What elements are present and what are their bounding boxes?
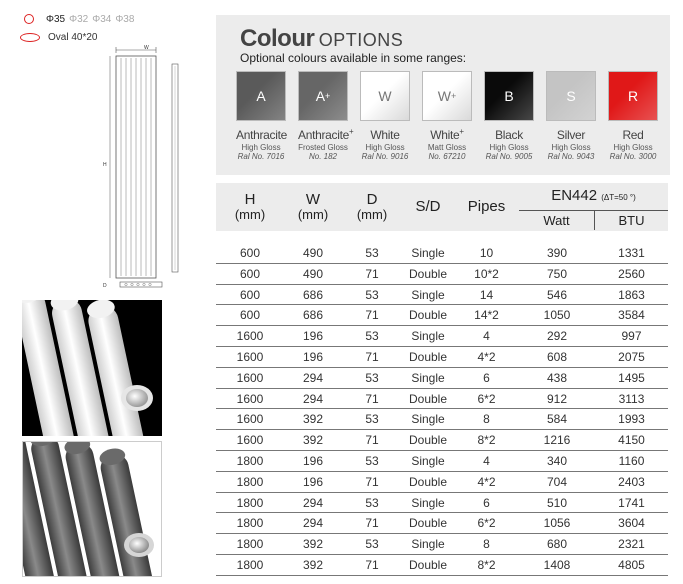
table-cell: 600: [239, 308, 261, 323]
header-w-label: W: [305, 191, 321, 209]
table-cell: 6*2: [477, 516, 496, 531]
table-cell: 1800: [236, 474, 264, 489]
swatch-finish: High Gloss: [489, 143, 529, 152]
table-cell: 2075: [618, 349, 645, 364]
colour-swatch: [546, 71, 596, 161]
table-row: [216, 285, 668, 306]
swatch-finish: High Gloss: [613, 143, 653, 152]
table-cell: Double: [408, 391, 448, 406]
table-cell: 600: [239, 287, 261, 302]
table-cell: 600: [239, 266, 261, 281]
swatch-ral: Ral No. 9005: [485, 152, 533, 161]
table-cell: 438: [546, 370, 568, 385]
table-cell: Single: [411, 287, 445, 302]
colour-swatch: [236, 71, 286, 161]
table-cell: 1160: [618, 453, 645, 468]
table-cell: 2321: [618, 537, 645, 552]
table-cell: 584: [546, 412, 568, 427]
swatch-letter: B: [504, 88, 514, 104]
colour-swatch: [484, 71, 534, 161]
table-cell: 3113: [618, 391, 645, 406]
table-cell: 1800: [236, 453, 264, 468]
table-cell: 1600: [236, 433, 264, 448]
table-cell: 71: [365, 308, 379, 323]
table-row: [216, 409, 668, 430]
table-cell: 14*2: [474, 308, 499, 323]
table-cell: 1050: [543, 308, 571, 323]
round-tube-row: [20, 10, 138, 28]
header-sd-label: S/D: [415, 198, 441, 216]
swatch-letter: A: [315, 88, 326, 104]
table-cell: Single: [411, 453, 445, 468]
table-cell: 1600: [236, 412, 264, 427]
swatch-letter: W: [378, 88, 392, 104]
colour-swatch: [298, 71, 354, 161]
table-cell: 71: [365, 433, 379, 448]
table-cell: 680: [546, 537, 568, 552]
table-cell: 3584: [618, 308, 645, 323]
swatch-color-box: [422, 71, 472, 121]
table-cell: Double: [408, 516, 448, 531]
diameter-option: Φ35: [46, 13, 66, 25]
table-cell: Double: [408, 266, 448, 281]
radiator-technical-drawing: [100, 42, 186, 292]
table-cell: 294: [302, 495, 324, 510]
swatch-finish: Matt Gloss: [427, 143, 467, 152]
swatch-color-box: [298, 71, 348, 121]
colour-title-rest: OPTIONS: [318, 30, 404, 50]
table-cell: 196: [302, 349, 324, 364]
table-cell: 1600: [236, 391, 264, 406]
table-cell: 2403: [618, 474, 645, 489]
table-body: [216, 243, 668, 576]
table-cell: 53: [365, 453, 379, 468]
table-row: [216, 472, 668, 493]
table-cell: 4*2: [477, 349, 496, 364]
table-cell: Double: [408, 557, 448, 572]
header-watt: Watt: [519, 210, 595, 230]
table-cell: Double: [408, 474, 448, 489]
swatch-color-box: [546, 71, 596, 121]
table-cell: 686: [302, 287, 324, 302]
table-cell: Single: [411, 370, 445, 385]
table-cell: 294: [302, 391, 324, 406]
swatch-name-text: Anthracite: [236, 128, 288, 142]
swatch-name: [236, 127, 286, 142]
table-cell: 4*2: [477, 474, 496, 489]
swatch-name-text: White: [370, 128, 400, 142]
table-cell: 294: [302, 370, 324, 385]
swatch-ral: Ral No. 9043: [547, 152, 595, 161]
table-cell: 1216: [543, 433, 571, 448]
table-cell: 53: [365, 287, 379, 302]
colour-swatch: [360, 71, 410, 161]
table-cell: 196: [302, 474, 324, 489]
table-cell: 53: [365, 412, 379, 427]
table-cell: 4805: [618, 557, 645, 572]
swatch-color-box: [236, 71, 286, 121]
colour-swatch: [422, 71, 472, 161]
table-cell: 490: [302, 246, 324, 260]
table-cell: 1800: [236, 516, 264, 531]
colour-options-subtitle: Optional colours available in some ranges:: [240, 51, 467, 65]
table-cell: 10*2: [474, 266, 499, 281]
header-depth: [342, 183, 402, 231]
swatch-color-box: [360, 71, 410, 121]
header-w-unit: (mm): [297, 207, 329, 223]
table-row: [216, 368, 668, 389]
table-cell: 390: [546, 246, 568, 260]
table-cell: 1495: [618, 370, 645, 385]
colour-title-bold: Colour: [240, 25, 315, 52]
oval-tube-icon: [20, 33, 40, 42]
table-cell: 71: [365, 266, 379, 281]
table-cell: Single: [411, 537, 445, 552]
table-cell: 686: [302, 308, 324, 323]
table-cell: Double: [408, 308, 448, 323]
table-cell: 600: [239, 246, 261, 260]
header-height: [216, 183, 284, 231]
table-cell: 53: [365, 370, 379, 385]
table-cell: Single: [411, 412, 445, 427]
table-cell: 292: [546, 329, 568, 344]
width-dimension-label: W: [144, 45, 149, 51]
table-cell: 8*2: [477, 433, 496, 448]
swatch-name-text: Red: [622, 128, 644, 142]
swatch-letter: A: [256, 88, 266, 104]
swatch-letter: R: [627, 88, 639, 104]
colour-swatch: [608, 71, 658, 161]
swatch-ral: Ral No. 7016: [237, 152, 285, 161]
swatch-letter: W: [437, 88, 451, 104]
diameter-option: Φ32: [69, 13, 89, 25]
header-h-label: H: [244, 191, 256, 209]
table-cell: 546: [546, 287, 568, 302]
anthracite-radiator-photo: [22, 441, 162, 577]
table-cell: 704: [546, 474, 568, 489]
table-cell: 392: [302, 557, 324, 572]
table-cell: 53: [365, 329, 379, 344]
table-cell: 71: [365, 349, 379, 364]
table-cell: Double: [408, 433, 448, 448]
table-cell: 71: [365, 557, 379, 572]
table-cell: 53: [365, 495, 379, 510]
table-row: [216, 493, 668, 514]
header-h-unit: (mm): [234, 207, 266, 223]
swatch-name: [298, 127, 354, 142]
table-row: [216, 534, 668, 555]
tube-profile-legend: [20, 10, 138, 46]
swatch-name-text: Black: [495, 128, 523, 142]
swatch-finish: High Gloss: [551, 143, 591, 152]
table-cell: 6: [483, 495, 490, 510]
swatch-letter-sup: +: [325, 91, 331, 101]
table-cell: 1993: [618, 412, 645, 427]
table-cell: 1863: [618, 287, 645, 302]
table-cell: 3604: [618, 516, 645, 531]
header-d-unit: (mm): [356, 207, 388, 223]
table-cell: 196: [302, 329, 324, 344]
white-radiator-photo: [22, 300, 162, 436]
colour-options-title: [240, 25, 403, 53]
swatch-name: [360, 127, 410, 142]
table-row: [216, 513, 668, 534]
round-tube-icon: [24, 14, 34, 24]
swatch-letter-sup: +: [450, 91, 457, 101]
table-cell: 1331: [618, 246, 645, 260]
table-cell: 750: [546, 266, 568, 281]
table-cell: 8*2: [477, 557, 496, 572]
table-cell: 912: [546, 391, 568, 406]
header-width: [284, 183, 342, 231]
table-row: [216, 430, 668, 451]
table-row: [216, 451, 668, 472]
table-cell: 997: [621, 329, 642, 344]
swatch-ral: No. 67210: [428, 152, 466, 161]
table-cell: 1056: [543, 516, 571, 531]
swatch-name: [484, 127, 534, 142]
swatch-color-box: [608, 71, 658, 121]
table-row: [216, 389, 668, 410]
swatch-name: [546, 127, 596, 142]
header-pipes-label: Pipes: [467, 198, 506, 216]
table-cell: 392: [302, 412, 324, 427]
table-cell: 8: [483, 537, 490, 552]
swatch-letter: S: [566, 88, 576, 104]
swatch-name: [422, 127, 472, 142]
table-row: [216, 347, 668, 368]
table-cell: 294: [302, 516, 324, 531]
swatch-finish: Frosted Gloss: [298, 143, 348, 152]
header-en442-label: EN442: [551, 187, 598, 204]
header-btu: BTU: [595, 210, 668, 230]
colour-options-panel: [216, 15, 670, 175]
table-cell: 2560: [618, 266, 645, 281]
swatch-ral: No. 182: [308, 152, 338, 161]
table-cell: 4150: [618, 433, 645, 448]
swatch-ral: Ral No. 9016: [361, 152, 409, 161]
table-cell: 1600: [236, 329, 264, 344]
swatch-name-sup: +: [349, 127, 354, 136]
table-cell: 608: [546, 349, 568, 364]
table-cell: 4: [483, 453, 490, 468]
table-row: [216, 305, 668, 326]
swatch-name: [608, 127, 658, 142]
swatch-finish: High Gloss: [365, 143, 405, 152]
table-row: [216, 264, 668, 285]
header-pipes: [454, 183, 519, 231]
table-cell: Double: [408, 349, 448, 364]
table-cell: Single: [411, 246, 445, 260]
table-cell: Single: [411, 329, 445, 344]
table-cell: 71: [365, 391, 379, 406]
swatch-ral: Ral No. 3000: [609, 152, 657, 161]
table-cell: 53: [365, 246, 379, 260]
header-en442-note: (ΔT=50 °): [601, 193, 636, 202]
swatch-name-text: Silver: [556, 128, 586, 142]
table-cell: 6: [483, 370, 490, 385]
header-en442: [519, 187, 668, 204]
diameter-option: Φ38: [115, 13, 135, 25]
table-cell: 71: [365, 516, 379, 531]
header-sd: [402, 183, 454, 231]
table-row: [216, 326, 668, 347]
table-cell: 10: [479, 246, 494, 260]
oval-tube-label: Oval 40*20: [48, 31, 98, 43]
table-cell: 1800: [236, 495, 264, 510]
table-cell: 340: [546, 453, 568, 468]
table-cell: 1800: [236, 537, 264, 552]
table-cell: 14: [479, 287, 494, 302]
table-cell: 4: [483, 329, 490, 344]
swatch-color-box: [484, 71, 534, 121]
table-cell: 1741: [618, 495, 645, 510]
table-cell: 392: [302, 537, 324, 552]
table-cell: 510: [546, 495, 568, 510]
swatch-name-text: White: [430, 128, 460, 142]
table-row: [216, 555, 668, 576]
table-cell: 392: [302, 433, 324, 448]
table-row: [216, 243, 668, 264]
height-dimension-label: H: [103, 162, 107, 168]
table-cell: 8: [483, 412, 490, 427]
specification-table: [216, 183, 668, 576]
table-cell: 1800: [236, 557, 264, 572]
swatch-finish: High Gloss: [241, 143, 281, 152]
diameter-option: Φ34: [92, 13, 112, 25]
swatch-name-text: Anthracite: [298, 128, 350, 142]
depth-dimension-label: D: [103, 283, 107, 289]
header-d-label: D: [366, 191, 378, 209]
table-header: [216, 183, 668, 231]
table-cell: 196: [302, 453, 324, 468]
table-cell: 53: [365, 537, 379, 552]
table-cell: 71: [365, 474, 379, 489]
table-cell: 490: [302, 266, 324, 281]
table-cell: 1600: [236, 370, 264, 385]
table-cell: Single: [411, 495, 445, 510]
table-cell: 1408: [543, 557, 571, 572]
table-cell: 1600: [236, 349, 264, 364]
swatch-name-sup: +: [459, 127, 464, 136]
table-cell: 6*2: [477, 391, 496, 406]
